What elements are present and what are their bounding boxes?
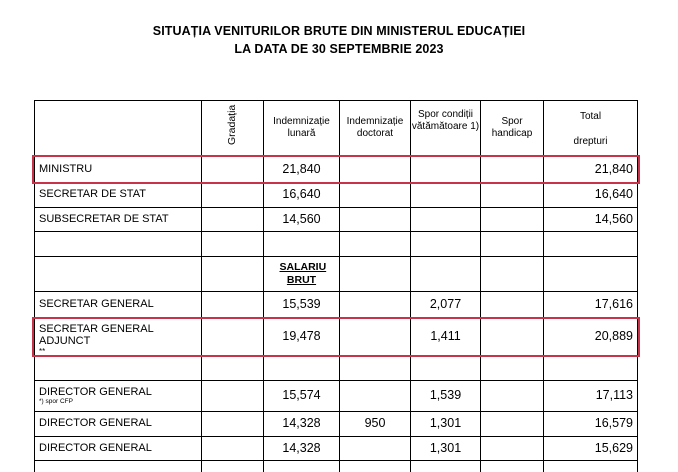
row-name: DIRECTOR GENERAL [34, 436, 201, 460]
cell-indemnizatie-lunara: 19,478 [263, 318, 339, 355]
row-name: DIRECTOR GENERAL [34, 411, 201, 436]
table-row-subheader [34, 256, 638, 291]
header-spor-handicap: Spor handicap [480, 100, 543, 156]
salariu-brut-label: SALARIU BRUT [279, 261, 327, 286]
cell-spor-conditii: 1,539 [410, 380, 480, 411]
table-row [34, 291, 638, 318]
table-row-partial [34, 460, 638, 472]
report-title: SITUAȚIA VENITURILOR BRUTE DIN MINISTERUL EDUCAȚIEI [152, 24, 526, 38]
table-row [34, 380, 638, 411]
cell-indemnizatie-lunara: 14,328 [263, 436, 339, 460]
cell-total: 16,640 [543, 182, 638, 207]
header-spor-conditii: Spor condiții vătămătoare 1) [410, 100, 480, 156]
row-name: DIRECTOR GENERAL [39, 386, 152, 398]
table-header [34, 100, 638, 156]
cell-total: 15,629 [543, 436, 638, 460]
table-row [34, 207, 638, 231]
row-note: *) spor CFP [39, 398, 73, 405]
cell-indemnizatie-lunara: 14,328 [263, 411, 339, 436]
row-name: SECRETAR GENERAL [34, 291, 201, 318]
cell-total: 14,560 [543, 207, 638, 231]
cell-spor-conditii: 2,077 [410, 291, 480, 318]
header-gradatia: Gradația [226, 104, 238, 145]
row-name: MINISTRU [34, 156, 201, 182]
cell-indemnizatie-lunara: 14,560 [263, 207, 339, 231]
row-name-cell [34, 318, 201, 355]
header-total-line2: drepturi [573, 136, 608, 147]
cell-indemnizatie-lunara: 15,574 [263, 380, 339, 411]
table-row [34, 436, 638, 460]
row-name: SUBSECRETAR DE STAT [34, 207, 201, 231]
table-row [34, 182, 638, 207]
cell-total: 16,579 [543, 411, 638, 436]
cell-total: 17,616 [543, 291, 638, 318]
row-name: SECRETAR DE STAT [34, 182, 201, 207]
report-date: LA DATA DE 30 SEPTEMBRIE 2023 [234, 42, 444, 56]
row-name-cell [34, 380, 201, 411]
header-indemnizatie-lunara: Indemnizație lunară [263, 100, 339, 156]
table-row [34, 411, 638, 436]
table-row-empty [34, 355, 638, 380]
table-row [34, 318, 638, 355]
table-row-empty [34, 231, 638, 256]
cell-indemnizatie-lunara: 21,840 [263, 156, 339, 182]
cell-spor-conditii: 1,301 [410, 436, 480, 460]
cell-total: 17,113 [543, 380, 638, 411]
cell-total: 21,840 [543, 156, 638, 182]
row-name: SECRETAR GENERAL ADJUNCT [39, 323, 154, 347]
header-indemnizatie-doctorat: Indemnizație doctorat [339, 100, 410, 156]
cell-indemnizatie-doctorat: 950 [339, 411, 410, 436]
cell-total: 20,889 [543, 318, 638, 355]
table-row [34, 156, 638, 182]
cell-indemnizatie-lunara: 15,539 [263, 291, 339, 318]
cell-spor-conditii: 1,411 [410, 318, 480, 355]
row-note: ** [39, 347, 46, 355]
header-total [543, 100, 638, 156]
header-total-line1: Total [579, 111, 602, 122]
cell-indemnizatie-lunara: 16,640 [263, 182, 339, 207]
cell-spor-conditii: 1,301 [410, 411, 480, 436]
